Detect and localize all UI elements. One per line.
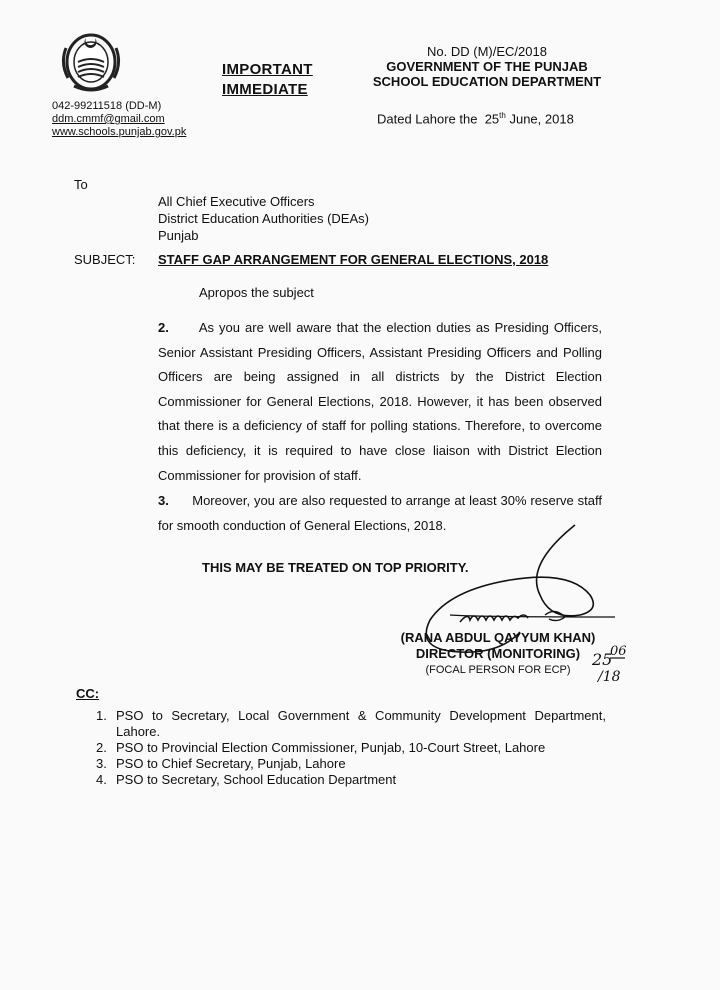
cc-item: 3. PSO to Chief Secretary, Punjab, Lahore — [96, 756, 346, 771]
letter-date: Dated Lahore the 25th June, 2018 — [377, 111, 574, 127]
reference-number: No. DD (M)/EC/2018 — [427, 44, 547, 59]
email-link[interactable]: ddm.cmmf@gmail.com — [52, 113, 165, 125]
immediate-mark: IMMEDIATE — [222, 81, 308, 98]
priority-marks — [222, 60, 313, 100]
department-header — [357, 44, 617, 89]
phone-number: 042-99211518 (DD-M) — [52, 100, 162, 112]
priority-note: THIS MAY BE TREATED ON TOP PRIORITY. — [202, 560, 469, 575]
punjab-emblem-logo — [60, 28, 122, 94]
subject-text: STAFF GAP ARRANGEMENT FOR GENERAL ELECTIONS, 2018 — [158, 252, 549, 267]
signatory-title: DIRECTOR (MONITORING) — [415, 646, 581, 661]
to-label: To — [74, 177, 88, 192]
paragraph-2: 2. As you are well aware that the election duties as Presiding Officers, Senior Assistant Presiding Officers, Assistant Presiding Officers and Polling Officers are being assigned in all districts by the District Election Commissioner for General Elections, 2018. However, it has been observed that there is a deficiency of staff for polling stations. Therefore, to overcome this deficiency, it is required to have close liaison with District Election Commissioner for provision of staff. — [158, 320, 602, 483]
cc-item: 4. PSO to Secretary, School Education Department — [96, 772, 397, 787]
opening-line: Apropos the subject — [199, 285, 314, 300]
department-name: SCHOOL EDUCATION DEPARTMENT — [372, 74, 602, 89]
svg-text:25: 25 — [592, 650, 613, 669]
cc-list — [96, 708, 606, 788]
signatory-role: (FOCAL PERSON FOR ECP) — [425, 664, 571, 676]
signatory-name: (RANA ABDUL QAYYUM KHAN) — [400, 630, 596, 645]
cc-label: CC: — [76, 686, 100, 701]
cc-item: 2. PSO to Provincial Election Commissioner, Punjab, 10-Court Street, Lahore — [96, 740, 546, 755]
important-mark: IMPORTANT — [222, 61, 313, 78]
cc-item: 1. PSO to Secretary, Local Government & Community Development Department, Lahore. — [96, 708, 606, 739]
svg-text:06: 06 — [610, 644, 627, 659]
website-link[interactable]: www.schools.punjab.gov.pk — [52, 126, 187, 138]
svg-text:/18: /18 — [598, 669, 621, 685]
signatory-block — [378, 630, 618, 678]
paragraph-3: 3. Moreover, you are also requested to arrange at least 30% reserve staff for smooth conduction of General Elections, 2018. — [158, 493, 603, 533]
government-name: GOVERNMENT OF THE PUNJAB — [386, 59, 588, 74]
addressee-block: All Chief Executive Officers District Education Authorities (DEAs) Punjab — [158, 194, 369, 243]
letterhead-contact — [52, 100, 186, 139]
subject-label: SUBJECT: — [74, 252, 136, 267]
